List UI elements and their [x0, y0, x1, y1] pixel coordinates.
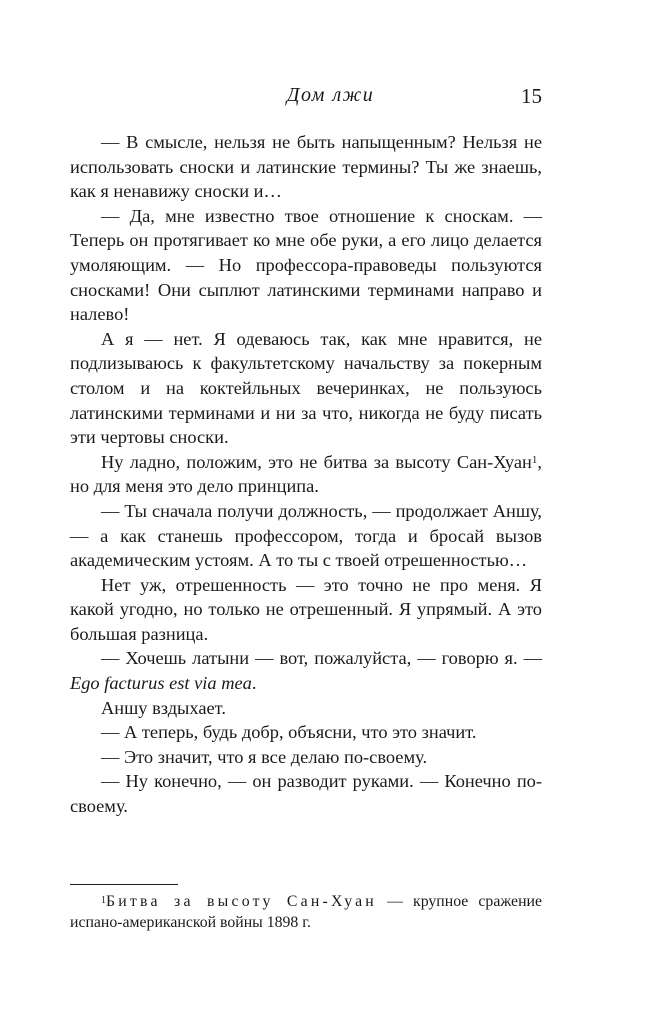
- paragraph-1: — В смысле, нельзя не быть напыщенным? Нельзя не использовать сноски и латинские термины? Ты же знаешь, как я ненавижу сноски и…: [70, 132, 542, 202]
- paragraph-7-text-after: .: [251, 673, 257, 694]
- paragraph-5: — Ты сначала получи должность, — продолжает Аншу, — а как станешь профессором, тогда и бросай вызов академическим устоям. А то ты с твоей отрешенностью…: [70, 500, 542, 571]
- footnote-separator: [70, 884, 178, 885]
- paragraph-9: — А теперь, будь добр, объясни, что это значит.: [101, 722, 477, 743]
- footnote-text: — крупное сражение испано-американской войны 1898 г.: [70, 893, 542, 931]
- running-title: Дом лжи: [286, 84, 375, 106]
- page-number: 15: [521, 84, 542, 108]
- paragraph-4: [70, 450, 542, 499]
- paragraph-4-text-before: Ну ладно, положим, это не битва за высоту Сан-Хуан: [101, 451, 532, 472]
- footnote-mark: 1: [101, 895, 106, 906]
- paragraph-4-text-after: , но для меня это дело принципа.: [70, 451, 542, 497]
- paragraph-7-text-before: — Хочешь латыни — вот, пожалуйста, — говорю я. —: [101, 648, 542, 669]
- paragraph-10: — Это значит, что я все делаю по-своему.: [101, 746, 428, 767]
- footnote: [70, 891, 542, 933]
- paragraph-6: Нет уж, отрешенность — это точно не про меня. Я какой угодно, но только не отрешенный. Я упрямый. А это большая разница.: [70, 574, 542, 644]
- paragraph-11: — Ну конечно, — он разводит руками. — Конечно по-своему.: [70, 771, 542, 817]
- footnote-term: Битва за высоту Сан-Хуан: [106, 893, 377, 910]
- paragraph-3: А я — нет. Я одеваюсь так, как мне нравится, не подлизываюсь к факультетскому начальству за покерным столом и на коктейльных вечеринках, не пользуюсь латинскими терминами и ни за что, никогда не буду писать эти чертовы сноски.: [70, 328, 542, 448]
- paragraph-8: Аншу вздыхает.: [101, 697, 226, 718]
- latin-phrase: Ego facturus est via mea: [70, 673, 252, 694]
- footnote-reference: 1: [531, 453, 538, 466]
- paragraph-2: — Да, мне известно твое отношение к сноскам. — Теперь он протягивает ко мне обе руки, а его лицо делается умоляющим. — Но профессора-правоведы пользуются сносками! Они сыплют латинскими терминами направо и налево!: [70, 205, 542, 325]
- body-text: [70, 130, 542, 819]
- paragraph-7: [70, 646, 542, 695]
